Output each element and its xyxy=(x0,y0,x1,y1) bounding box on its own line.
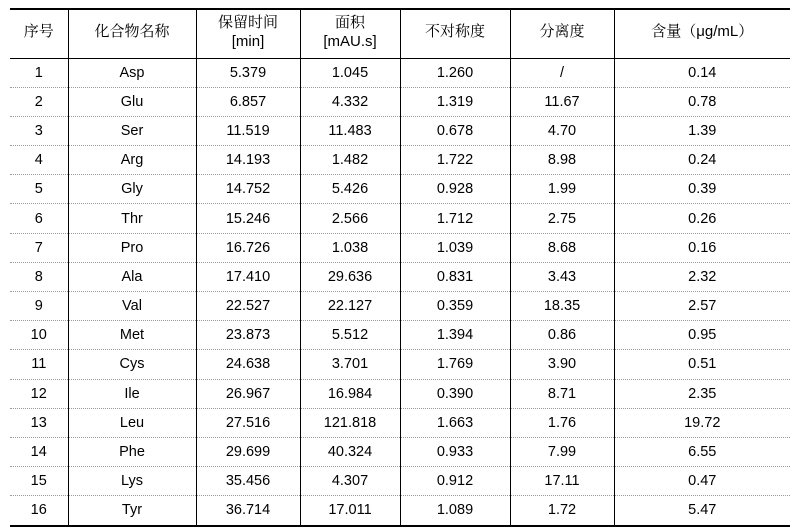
cell-asymmetry: 0.912 xyxy=(400,467,510,496)
cell-compound-name: Asp xyxy=(68,58,196,87)
table-row xyxy=(10,87,790,116)
cell-area: 40.324 xyxy=(300,437,400,466)
column-header-retention-time xyxy=(196,9,300,58)
cell-retention-time: 14.752 xyxy=(196,175,300,204)
column-header-area xyxy=(300,9,400,58)
cell-area: 3.701 xyxy=(300,350,400,379)
cell-concentration: 0.39 xyxy=(614,175,790,204)
cell-compound-name: Met xyxy=(68,321,196,350)
cell-index: 16 xyxy=(30,502,47,519)
cell-area: 22.127 xyxy=(300,292,400,321)
cell-area: 1.045 xyxy=(300,58,400,87)
cell-concentration: 0.51 xyxy=(614,350,790,379)
cell-resolution: 3.90 xyxy=(510,350,614,379)
cell-resolution: 7.99 xyxy=(510,437,614,466)
cell-asymmetry: 0.390 xyxy=(400,379,510,408)
cell-resolution: / xyxy=(510,58,614,87)
cell-retention-time: 14.193 xyxy=(196,146,300,175)
column-header-compound-name-line1: 化合物名称 xyxy=(94,23,170,41)
cell-resolution: 8.98 xyxy=(510,146,614,175)
cell-resolution: 18.35 xyxy=(510,292,614,321)
cell-resolution: 0.86 xyxy=(510,321,614,350)
cell-concentration: 2.57 xyxy=(614,292,790,321)
table-row xyxy=(10,321,790,350)
cell-index: 5 xyxy=(10,175,68,204)
cell-retention-time: 17.410 xyxy=(196,262,300,291)
table-header xyxy=(10,9,790,58)
cell-resolution: 17.11 xyxy=(510,467,614,496)
table-row xyxy=(10,292,790,321)
cell-compound-name: Glu xyxy=(68,87,196,116)
cell-asymmetry: 1.663 xyxy=(400,408,510,437)
cell-resolution: 11.67 xyxy=(510,87,614,116)
cell-area: 17.011 xyxy=(300,496,400,525)
cell-asymmetry: 0.359 xyxy=(400,292,510,321)
cell-concentration: 2.35 xyxy=(614,379,790,408)
cell-retention-time: 29.699 xyxy=(196,437,300,466)
cell-asymmetry: 1.319 xyxy=(400,87,510,116)
table-row xyxy=(10,437,790,466)
column-header-area-line2: [mAU.s] xyxy=(323,32,377,50)
table-row xyxy=(10,408,790,437)
cell-asymmetry: 1.712 xyxy=(400,204,510,233)
table-row xyxy=(10,146,790,175)
cell-area: 4.332 xyxy=(300,87,400,116)
cell-retention-time: 16.726 xyxy=(196,233,300,262)
cell-area: 1.482 xyxy=(300,146,400,175)
cell-compound-name: Val xyxy=(68,292,196,321)
column-header-index xyxy=(10,9,68,58)
cell-resolution: 1.99 xyxy=(510,175,614,204)
table-row xyxy=(10,116,790,145)
cell-area: 1.038 xyxy=(300,233,400,262)
results-table-wrapper xyxy=(10,8,790,527)
cell-retention-time: 24.638 xyxy=(196,350,300,379)
cell-index: 4 xyxy=(10,146,68,175)
cell-area: 11.483 xyxy=(300,116,400,145)
cell-index: 14 xyxy=(10,437,68,466)
table-row xyxy=(10,467,790,496)
cell-resolution: 1.76 xyxy=(510,408,614,437)
column-header-index-line1: 序号 xyxy=(23,23,54,41)
cell-index: 10 xyxy=(10,321,68,350)
cell-asymmetry: 0.928 xyxy=(400,175,510,204)
cell-index: 2 xyxy=(10,87,68,116)
cell-compound-name: Gly xyxy=(68,175,196,204)
cell-retention-time: 11.519 xyxy=(196,116,300,145)
column-header-retention-time-line2: [min] xyxy=(231,32,265,50)
cell-index: 3 xyxy=(10,116,68,145)
cell-area: 121.818 xyxy=(300,408,400,437)
cell-concentration: 0.26 xyxy=(614,204,790,233)
column-header-resolution-line1: 分离度 xyxy=(539,23,585,41)
cell-concentration: 1.39 xyxy=(614,116,790,145)
cell-area: 29.636 xyxy=(300,262,400,291)
table-body xyxy=(10,58,790,525)
cell-retention-time: 35.456 xyxy=(196,467,300,496)
cell-compound-name: Leu xyxy=(68,408,196,437)
cell-compound-name: Phe xyxy=(68,437,196,466)
cell-resolution: 8.71 xyxy=(510,379,614,408)
cell-index: 7 xyxy=(10,233,68,262)
cell-asymmetry: 1.769 xyxy=(400,350,510,379)
column-header-asymmetry-line1: 不对称度 xyxy=(424,23,485,41)
cell-concentration: 0.78 xyxy=(614,87,790,116)
cell-compound-name: Pro xyxy=(68,233,196,262)
results-table xyxy=(10,8,790,525)
cell-compound-name: Ala xyxy=(68,262,196,291)
cell-index: 12 xyxy=(10,379,68,408)
column-header-concentration-line1: 含量（μg/mL） xyxy=(651,23,754,41)
cell-compound-name: Thr xyxy=(68,204,196,233)
cell-retention-time: 36.714 xyxy=(196,496,300,525)
table-row xyxy=(10,379,790,408)
cell-concentration: 0.16 xyxy=(614,233,790,262)
cell-concentration: 5.47 xyxy=(614,496,790,525)
table-row xyxy=(10,233,790,262)
cell-index: 8 xyxy=(10,262,68,291)
cell-resolution: 2.75 xyxy=(510,204,614,233)
cell-retention-time: 6.857 xyxy=(196,87,300,116)
table-row xyxy=(10,496,790,525)
cell-compound-name: Lys xyxy=(68,467,196,496)
cell-asymmetry: 1.394 xyxy=(400,321,510,350)
cell-index: 9 xyxy=(10,292,68,321)
table-row xyxy=(10,175,790,204)
cell-index: 1 xyxy=(10,58,68,87)
cell-area: 5.426 xyxy=(300,175,400,204)
column-header-retention-time-line1: 保留时间 xyxy=(217,14,278,31)
cell-asymmetry: 1.039 xyxy=(400,233,510,262)
cell-area: 4.307 xyxy=(300,467,400,496)
cell-compound-name: Tyr xyxy=(68,496,196,525)
cell-concentration: 0.47 xyxy=(614,467,790,496)
cell-retention-time: 23.873 xyxy=(196,321,300,350)
cell-compound-name: Ile xyxy=(68,379,196,408)
cell-index: 13 xyxy=(10,408,68,437)
cell-concentration: 2.32 xyxy=(614,262,790,291)
cell-compound-name: Arg xyxy=(68,146,196,175)
cell-asymmetry: 0.933 xyxy=(400,437,510,466)
cell-concentration: 0.95 xyxy=(614,321,790,350)
table-row xyxy=(10,204,790,233)
cell-retention-time: 5.379 xyxy=(196,58,300,87)
cell-compound-name: Ser xyxy=(68,116,196,145)
column-header-concentration xyxy=(614,9,790,58)
cell-resolution: 1.72 xyxy=(510,496,614,525)
cell-area: 5.512 xyxy=(300,321,400,350)
cell-retention-time: 22.527 xyxy=(196,292,300,321)
cell-index: 15 xyxy=(10,467,68,496)
cell-index: 11 xyxy=(10,350,68,379)
cell-asymmetry: 0.831 xyxy=(400,262,510,291)
column-header-compound-name xyxy=(68,9,196,58)
cell-asymmetry: 1.089 xyxy=(400,496,510,525)
table-row xyxy=(10,262,790,291)
column-header-asymmetry xyxy=(400,9,510,58)
cell-concentration: 6.55 xyxy=(614,437,790,466)
cell-retention-time: 15.246 xyxy=(196,204,300,233)
table-row xyxy=(10,58,790,87)
cell-compound-name: Cys xyxy=(68,350,196,379)
column-header-area-line1: 面积 xyxy=(334,14,365,31)
cell-asymmetry: 1.260 xyxy=(400,58,510,87)
cell-concentration: 0.24 xyxy=(614,146,790,175)
cell-retention-time: 27.516 xyxy=(196,408,300,437)
cell-index: 6 xyxy=(10,204,68,233)
cell-resolution: 8.68 xyxy=(510,233,614,262)
cell-resolution: 3.43 xyxy=(510,262,614,291)
table-row xyxy=(10,350,790,379)
cell-concentration: 0.14 xyxy=(614,58,790,87)
column-header-resolution xyxy=(510,9,614,58)
cell-area: 16.984 xyxy=(300,379,400,408)
cell-area: 2.566 xyxy=(300,204,400,233)
cell-retention-time: 26.967 xyxy=(196,379,300,408)
cell-asymmetry: 0.678 xyxy=(400,116,510,145)
cell-resolution: 4.70 xyxy=(510,116,614,145)
cell-concentration: 19.72 xyxy=(614,408,790,437)
cell-asymmetry: 1.722 xyxy=(400,146,510,175)
header-row xyxy=(10,9,790,58)
